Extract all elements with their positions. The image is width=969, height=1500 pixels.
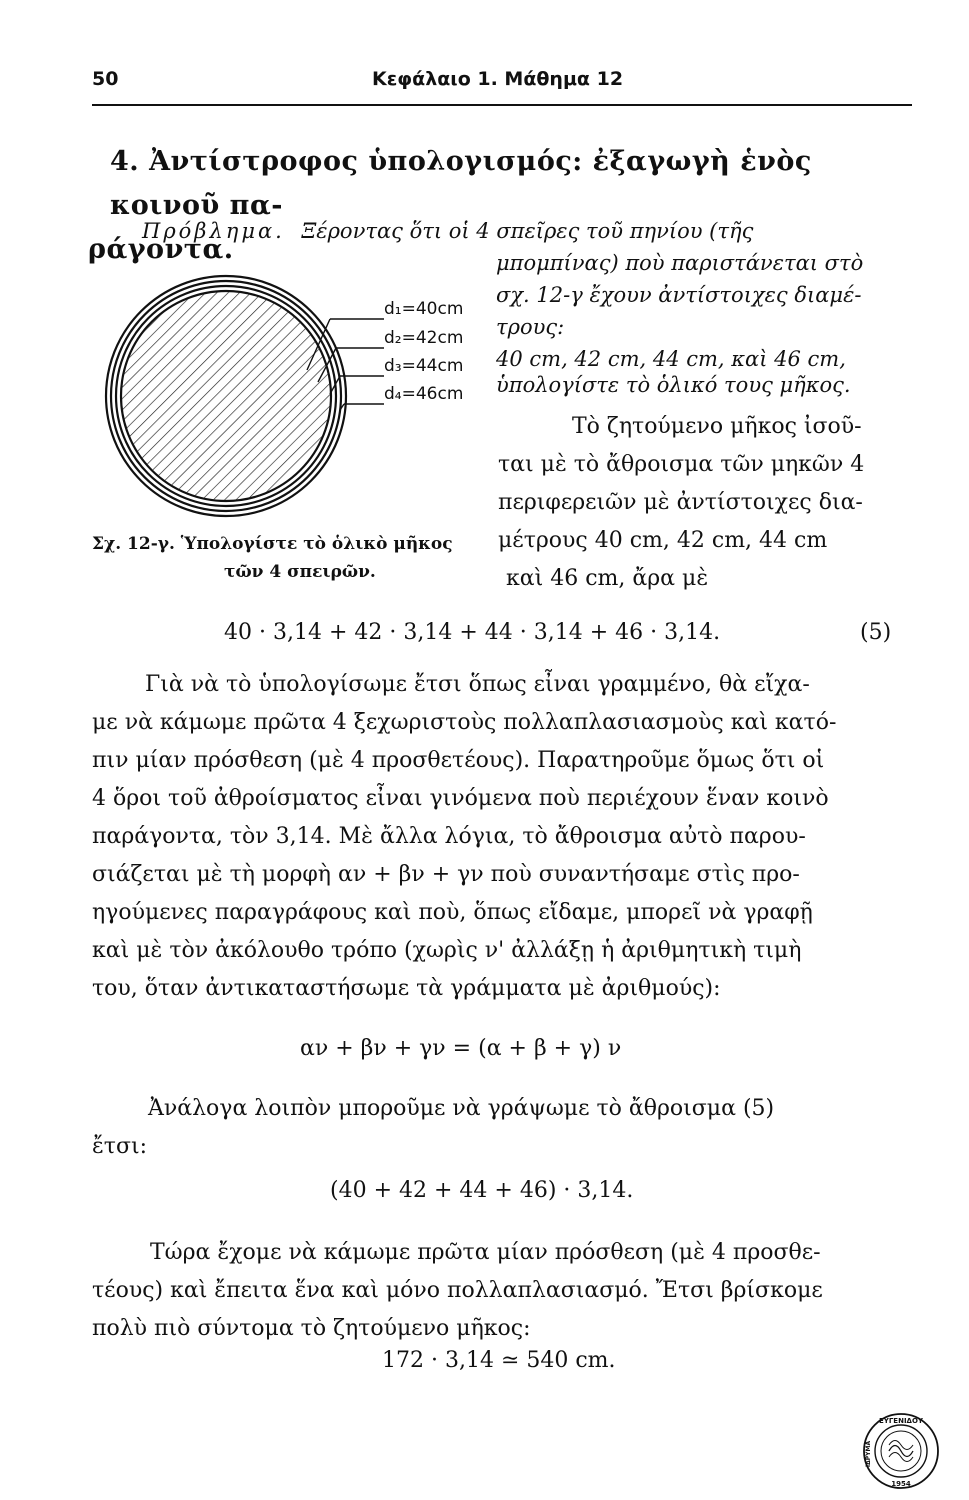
body-line-5: παράγοντα, τὸν 3,14. Μὲ ἄλλα λόγια, τὸ ἄθροισμα αὐτὸ παρου- [92,824,806,849]
seal-logo [862,1412,940,1490]
page-header [92,68,912,98]
problem-line-3: σχ. 12-γ ἔχουν ἀντίστοιχες διαμέ- [496,283,862,307]
body-line-10: Ἀνάλογα λοιπὸν μποροῦμε νὰ γράψωμε τὸ ἄθροισμα (5) [148,1096,775,1121]
caption-line-1: Σχ. 12-γ. Ὑπολογίστε τὸ ὁλικὸ μῆκος [92,534,453,554]
problem-text-1: Ξέροντας ὅτι οἱ 4 σπεῖρες τοῦ πηνίου (τῆς [301,219,754,243]
problem-line-5: 40 cm, 42 cm, 44 cm, καὶ 46 cm, [496,347,846,371]
solution-line-2: ται μὲ τὸ ἄθροισμα τῶν μηκῶν 4 [498,452,865,477]
seal-top-text: ΕΥΓΕΝΙΔΟΥ [879,1417,923,1425]
equation-5-number: (5) [860,620,892,645]
equation-factor: αν + βν + γν = (α + β + γ) ν [300,1036,622,1061]
body-line-11: ἔτσι: [92,1134,148,1159]
problem-line-4: τρους: [496,315,565,339]
chapter-title: Κεφάλαιο 1. Μάθημα 12 [372,68,624,90]
body-line-9: του, ὅταν ἀντικαταστήσωμε τὰ γράμματα μὲ ἀριθμούς): [92,976,721,1001]
solution-line-5: καὶ 46 cm, ἄρα μὲ [506,566,709,591]
body-line-7: ηγούμενες παραγράφους καὶ ποὺ, ὅπως εἴδαμε, μπορεῖ νὰ γραφῇ [92,900,813,925]
problem-line-6: ὑπολογίστε τὸ ὁλικό τους μῆκος. [496,373,851,397]
solution-line-1: Τὸ ζητούμενο μῆκος ἰσοῦ- [572,414,862,439]
body-line-14: πολὺ πιὸ σύντομα τὸ ζητούμενο μῆκος: [92,1316,531,1341]
equation-result: 172 · 3,14 ≃ 540 cm. [382,1348,616,1373]
body-line-12: Τώρα ἔχομε νὰ κάμωμε πρῶτα μίαν πρόσθεση (μὲ 4 προσθε- [150,1240,821,1265]
seal-year: 1954 [891,1480,911,1488]
caption-line-2: τῶν 4 σπειρῶν. [224,562,376,582]
equation-5: 40 · 3,14 + 42 · 3,14 + 44 · 3,14 + 46 · 3,14. [224,620,721,645]
page-number: 50 [92,68,119,90]
body-line-6: σιάζεται μὲ τὴ μορφὴ αν + βν + γν ποὺ συναντήσαμε στὶς προ- [92,862,800,887]
label-d4: d₄=46cm [384,384,464,404]
problem-line-1 [142,218,753,244]
label-d3: d₃=44cm [384,356,464,376]
publisher-seal [862,1412,940,1490]
header-rule [92,104,912,106]
coil-figure [92,270,492,530]
figure-caption [92,530,492,586]
heading-line-1: 4. Ἀντίστροφος ὑπολογισμός: ἐξαγωγὴ ἑνὸς κοινοῦ πα- [110,146,812,221]
body-line-8: καὶ μὲ τὸν ἀκόλουθο τρόπο (χωρὶς ν' ἀλλάξῃ ἡ ἀριθμητικὴ τιμὴ [92,938,802,963]
solution-line-3: περιφερειῶν μὲ ἀντίστοιχες δια- [498,490,863,515]
problem-line-2: μπομπίνας) ποὺ παριστάνεται στὸ [496,251,864,275]
body-line-2: με νὰ κάμωμε πρῶτα 4 ξεχωριστοὺς πολλαπλασιασμοὺς καὶ κατό- [92,710,837,735]
seal-left-text: ΙΔΡΥΜΑ [865,1440,872,1468]
label-d2: d₂=42cm [384,328,464,348]
label-d1: d₁=40cm [384,299,464,319]
problem-label: Πρόβλημα. [142,219,285,243]
solution-line-4: μέτρους 40 cm, 42 cm, 44 cm [498,528,828,553]
equation-sum: (40 + 42 + 44 + 46) · 3,14. [330,1178,634,1203]
body-line-3: πιν μίαν πρόσθεση (μὲ 4 προσθετέους). Παρατηροῦμε ὅμως ὅτι οἱ [92,748,825,773]
body-line-13: τέους) καὶ ἔπειτα ἕνα καὶ μόνο πολλαπλασιασμό. Ἔτσι βρίσκομε [92,1278,823,1303]
coil-diagram [92,270,492,530]
body-line-1: Γιὰ νὰ τὸ ὑπολογίσωμε ἔτσι ὅπως εἶναι γραμμένο, θὰ εἴχα- [145,672,810,697]
body-line-4: 4 ὅροι τοῦ ἀθροίσματος εἶναι γινόμενα ποὺ περιέχουν ἕναν κοινὸ [92,786,829,811]
heading-line-2: ράγοντα. [88,234,234,265]
